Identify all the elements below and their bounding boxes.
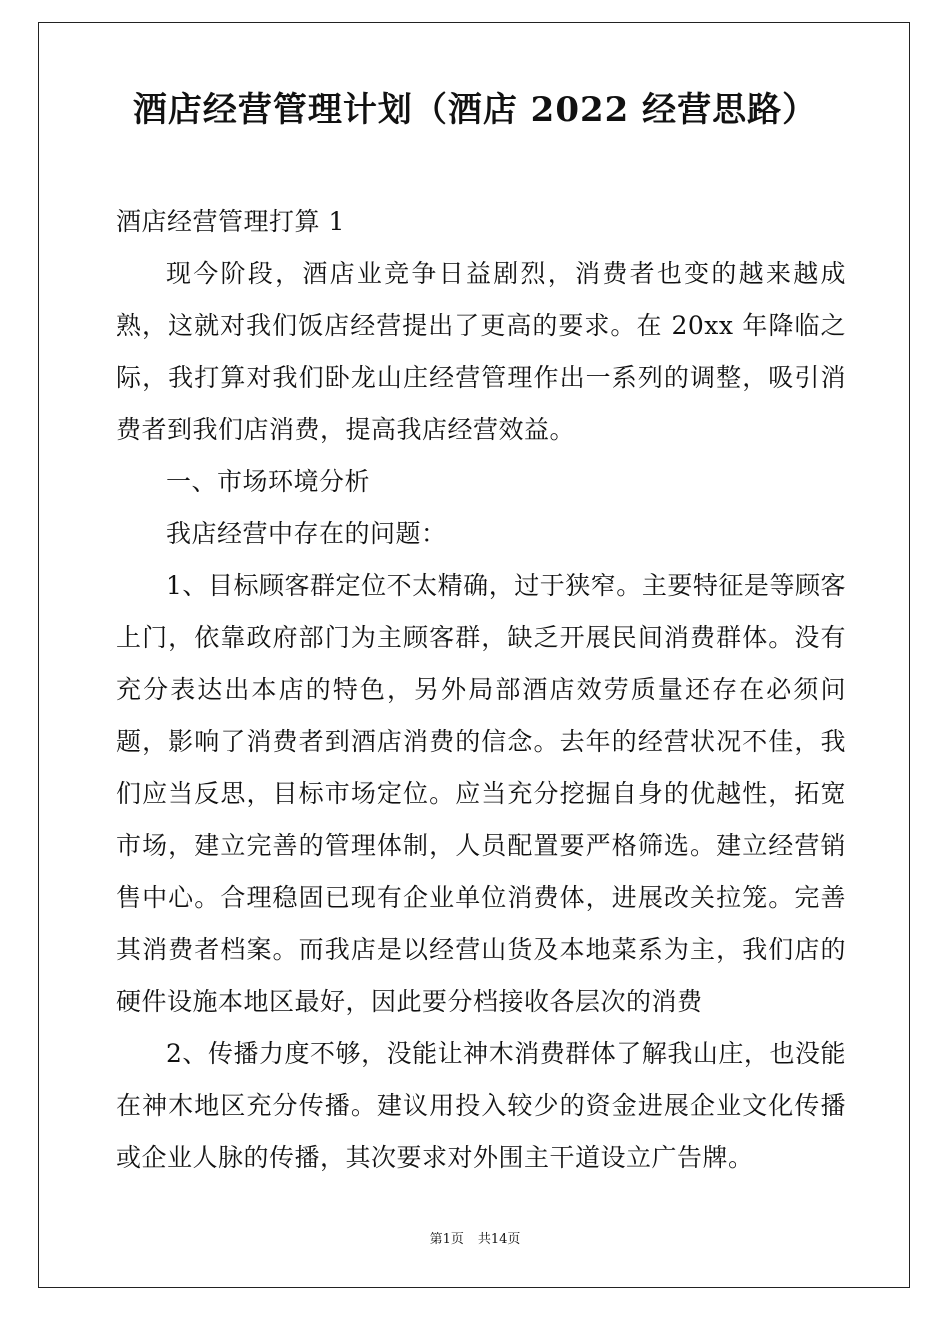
heading-problems: 我店经营中存在的问题：: [166, 519, 447, 548]
paragraph-problem-1: 1、目标顾客群定位不太精确，过于狭窄。主要特征是等顾客上门，依靠政府部门为主顾客群，缺乏开展民间消费群体。没有充分表达出本店的特色，另外局部酒店效劳质量还存在必须问题，影响了消费者到酒店消费的信念。去年的经营状况不佳，我们应当反思，目标市场定位。应当充分挖掘自身的优越性，拓宽市场，建立完善的管理体制，人员配置要严格筛选。建立经营销售中心。合理稳固已现有企业单位消费体，进展改关拉笼。完善其消费者档案。而我店是以经营山货及本地菜系为主，我们店的硬件设施本地区最好，因此要分档接收各层次的消费: [116, 571, 846, 1016]
document-body: [116, 196, 846, 1184]
section-heading: 酒店经营管理打算 1: [116, 207, 345, 236]
page-footer: [0, 1231, 950, 1249]
document-title: 酒店经营管理计划（酒店 2022 经营思路）: [132, 90, 818, 130]
paragraph-problem-2: 2、传播力度不够，没能让神木消费群体了解我山庄，也没能在神木地区充分传播。建议用投入较少的资金进展企业文化传播或企业人脉的传播，其次要求对外围主干道设立广告牌。: [116, 1039, 846, 1172]
page-total: 共14页: [477, 1232, 521, 1247]
heading-market-analysis: 一、市场环境分析: [166, 467, 371, 496]
paragraph-intro: 现今阶段，酒店业竞争日益剧烈，消费者也变的越来越成熟，这就对我们饭店经营提出了更高的要求。在 20xx 年降临之际，我打算对我们卧龙山庄经营管理作出一系列的调整，吸引消费者到我们店消费，提高我店经营效益。: [116, 259, 846, 444]
page-number: 第1页: [429, 1232, 464, 1247]
